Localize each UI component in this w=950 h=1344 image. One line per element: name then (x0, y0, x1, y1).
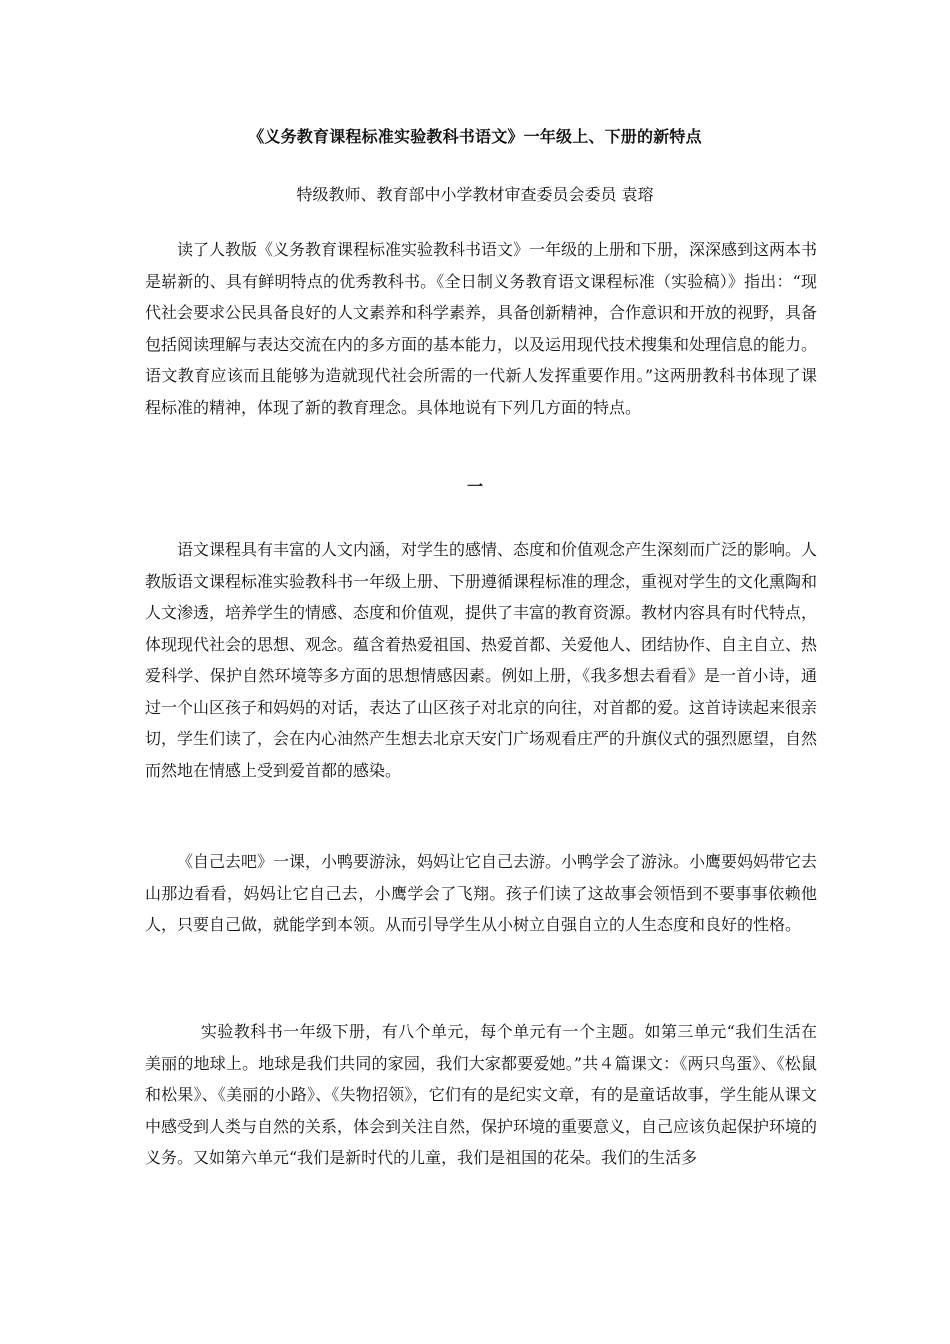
section-heading-one: 一 (466, 477, 483, 496)
author-line: 特级教师、教育部中小学教材审查委员会委员 袁瑢 (296, 185, 654, 204)
document-title: 《义务教育课程标准实验教科书语文》一年级上、下册的新特点 (248, 127, 702, 146)
paragraph-intro: 读了人教版《义务教育课程标准实验教科书语文》一年级的上册和下册，深深感到这两本书是崭新的、具有鲜明特点的优秀教科书。《全日制义务教育语文课程标准（实验稿）》指出：“现代社会要求公民具备良好的人文素养和科学素养，具备创新精神，合作意识和开放的视野，具备包括阅读理解与表达交流在内的多方面的基本能力，以及运用现代技术搜集和处理信息的能力。语文教育应该而且能够为造就现代社会所需的一代新人发挥重要作用。”这两册教科书体现了课程标准的精神，体现了新的教育理念。具体地说有下列几方面的特点。 (145, 240, 818, 417)
paragraph-humanities: 语文课程具有丰富的人文内涵，对学生的感情、态度和价值观念产生深刻而广泛的影响。人教版语文课程标准实验教科书一年级上册、下册遵循课程标准的理念，重视对学生的文化熏陶和人文渗透，培养学生的情感、态度和价值观，提供了丰富的教育资源。教材内容具有时代特点，体现现代社会的思想、观念。蕴含着热爱祖国、热爱首都、关爱他人、团结协作、自主自立、热爱科学、保护自然环境等多方面的思想情感因素。例如上册，《我多想去看看》是一首小诗，通过一个山区孩子和妈妈的对话，表达了山区孩子对北京的向往，对首都的爱。这首诗读起来很亲切，学生们读了，会在内心油然产生想去北京天安门广场观看庄严的升旗仪式的强烈愿望，自然而然地在情感上受到爱首都的感染。 (145, 540, 818, 780)
paragraph-go-yourself: 《自己去吧》一课，小鸭要游泳，妈妈让它自己去游。小鸭学会了游泳。小鹰要妈妈带它去山那边看看，妈妈让它自己去，小鹰学会了飞翔。孩子们读了这故事会领悟到不要事事依赖他人，只要自己做，就能学到本领。从而引导学生从小树立自强自立的人生态度和良好的性格。 (145, 852, 818, 934)
paragraph-volume-two: 实验教科书一年级下册，有八个单元，每个单元有一个主题。如第三单元“我们生活在美丽的地球上。地球是我们共同的家园，我们大家都要爱她。”共４篇课文：《两只鸟蛋》、《松鼠和松果》、《美丽的小路》、《失物招领》，它们有的是纪实文章，有的是童话故事，学生能从课文中感受到人类与自然的关系，体会到关注自然，保护环境的重要意义，自己应该负起保护环境的义务。又如第六单元“我们是新时代的儿童，我们是祖国的花朵。我们的生活多 (145, 1022, 818, 1167)
